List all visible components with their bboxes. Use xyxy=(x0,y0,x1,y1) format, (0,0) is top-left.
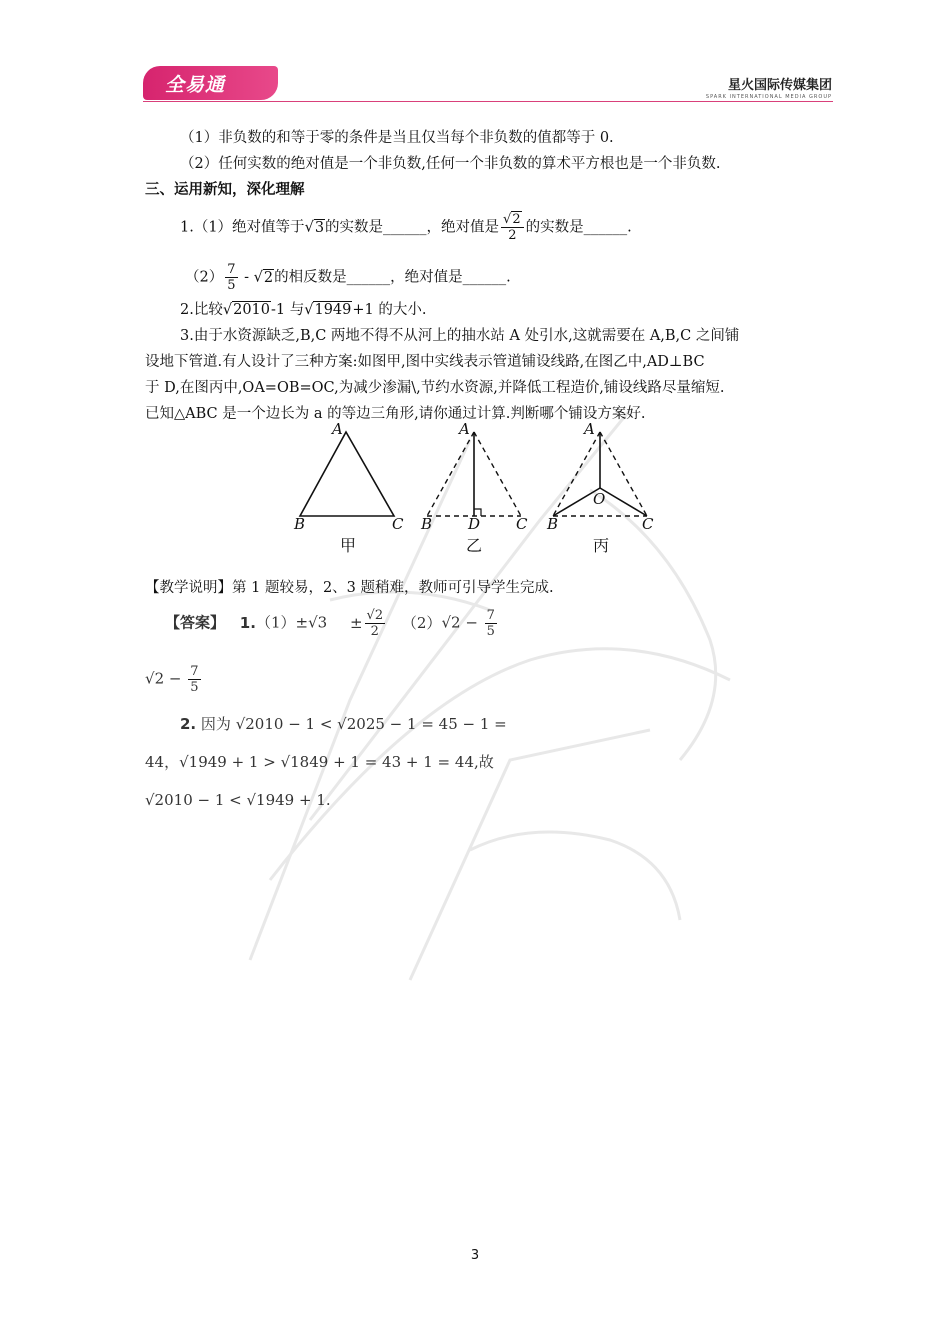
label-jia-a: A xyxy=(332,420,343,438)
publisher-block xyxy=(706,74,832,100)
label-yi-d: D xyxy=(468,515,481,533)
q2-radical-2: √1949 xyxy=(304,302,352,318)
answer-2-line-3: √2010 − 1 < √1949 + 1. xyxy=(145,791,331,809)
answer-1-part-a: （1）± xyxy=(255,613,309,632)
bing-segment-oc xyxy=(600,488,647,516)
q1a-text-post: 的实数是______. xyxy=(525,219,632,236)
label-bing-a: A xyxy=(584,420,595,438)
q1a-fraction: $\frac{√2}{2}$ xyxy=(501,212,524,243)
q1b-minus: - xyxy=(239,269,254,286)
q2-text-post: +1 的大小. xyxy=(352,302,427,318)
q2-text-mid: -1 与 xyxy=(271,302,305,318)
caption-jia: 甲 xyxy=(340,536,357,555)
answer-2-number: 2. xyxy=(180,715,197,733)
label-jia-c: C xyxy=(392,515,404,533)
teaching-note: 【教学说明】第 1 题较易，2、3 题稍难，教师可引导学生完成. xyxy=(145,580,554,596)
answer-1-fraction-2: $\frac{7}{5}$ xyxy=(486,608,495,639)
logo-text: 全易通 xyxy=(165,74,226,96)
q1b-fraction: $\frac{7}{5}$ xyxy=(227,262,236,293)
label-yi-b: B xyxy=(421,515,433,533)
header-divider xyxy=(143,101,833,102)
brand-logo xyxy=(143,66,278,100)
yi-side-ac xyxy=(474,432,521,516)
answer-1-number: 1. xyxy=(239,613,256,632)
q2-text-pre: 2.比较 xyxy=(180,302,223,318)
answer-1-radical-2: √2 xyxy=(441,613,461,632)
caption-bing: 丙 xyxy=(593,536,610,555)
triangle-jia xyxy=(300,432,394,516)
paragraph-1: （1）非负数的和等于零的条件是当且仅当每个非负数的值都等于 0. xyxy=(180,130,614,146)
question-3-line-3: 于 D,在图丙中,OA=OB=OC,为减少渗漏\,节约水资源,并降低工程造价,铺设线路尽量缩短. xyxy=(145,380,725,396)
answer-1-radical: √3 xyxy=(308,613,328,632)
q1a-radical: √3 xyxy=(304,219,325,236)
answer-2-text-1: 因为 √2010 − 1 < √2025 − 1 = 45 − 1 = xyxy=(200,715,507,733)
answer-1-line2-radical: √2 xyxy=(145,669,165,688)
answer-2-line-2: 44，√1949 + 1 > √1849 + 1 = 43 + 1 = 44,故 xyxy=(145,753,494,771)
answer-label: 【答案】 xyxy=(165,613,226,632)
figure-yi xyxy=(420,420,528,555)
yi-side-ab xyxy=(427,432,474,516)
q1b-text-pre: （2） xyxy=(185,269,224,286)
q1b-text-post: 的相反数是______，绝对值是______. xyxy=(274,269,511,286)
caption-yi: 乙 xyxy=(466,536,483,555)
question-1a xyxy=(180,212,632,243)
label-yi-a: A xyxy=(459,420,470,438)
answer-1-line2-fraction: $\frac{7}{5}$ xyxy=(190,664,199,695)
q1a-text-pre: 1.（1）绝对值等于 xyxy=(180,219,305,236)
question-3-line-2: 设地下管道.有人设计了三种方案:如图甲,图中实线表示管道铺设线路,在图乙中,AD⊥BC xyxy=(145,354,705,370)
label-bing-o: O xyxy=(593,490,606,508)
answer-1-line2-minus: − xyxy=(164,669,187,688)
question-2 xyxy=(180,300,426,320)
answer-1-minus: − xyxy=(460,613,483,632)
label-bing-c: C xyxy=(642,515,654,533)
figure-bing xyxy=(546,420,654,555)
q1a-text-mid: 的实数是______，绝对值是 xyxy=(325,219,500,236)
label-jia-b: B xyxy=(294,515,306,533)
section-title: 三、运用新知，深化理解 xyxy=(145,182,305,198)
page-number: 3 xyxy=(470,1248,480,1263)
answer-1-line-1 xyxy=(165,608,499,639)
figure-jia xyxy=(293,420,404,555)
q2-radical-1: √2010 xyxy=(222,302,270,318)
question-1b xyxy=(185,262,511,293)
question-3-line-4: 已知△ABC 是一个边长为 a 的等边三角形,请你通过计算.判断哪个铺设方案好. xyxy=(145,406,646,422)
answer-1-part-c: （2） xyxy=(401,613,442,632)
triangle-figures xyxy=(280,418,680,558)
answer-2-line-1 xyxy=(180,714,507,734)
publisher-name-en: SPARK INTERNATIONAL MEDIA GROUP xyxy=(705,94,832,100)
answer-1-line-2 xyxy=(145,664,203,695)
label-bing-b: B xyxy=(547,515,559,533)
paragraph-2: （2）任何实数的绝对值是一个非负数,任何一个非负数的算术平方根也是一个非负数. xyxy=(180,156,721,172)
publisher-name-cn: 星火国际传媒集团 xyxy=(727,78,832,93)
question-3-line-1: 3.由于水资源缺乏,B,C 两地不得不从河上的抽水站 A 处引水,这就需要在 A,B,C 之间铺 xyxy=(180,328,740,344)
bing-side-ac xyxy=(600,432,647,516)
q1b-radical: √2 xyxy=(253,269,274,286)
answer-1-fraction: $\frac{√2}{2}$ xyxy=(366,608,384,639)
label-yi-c: C xyxy=(516,515,528,533)
answer-1-part-b: ± xyxy=(349,613,363,632)
